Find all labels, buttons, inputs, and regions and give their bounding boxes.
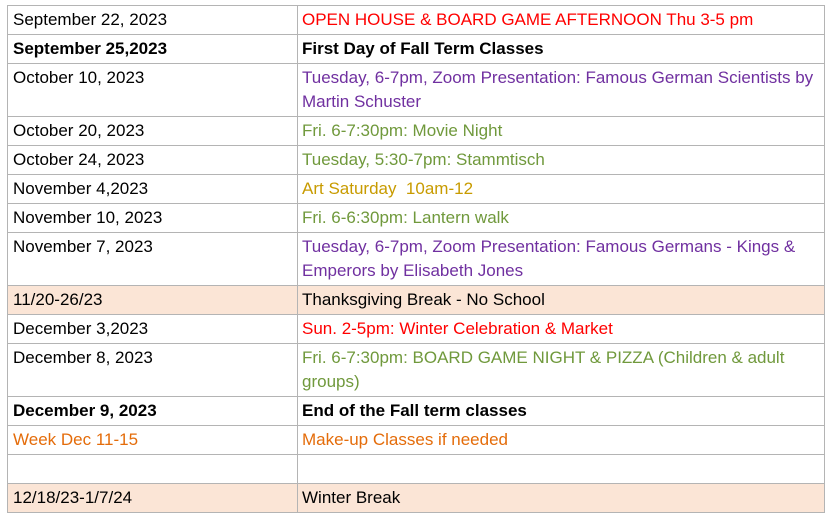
event-cell: Tuesday, 6-7pm, Zoom Presentation: Famous German Scientists by Martin Schuster xyxy=(298,64,825,117)
table-row xyxy=(8,175,825,204)
date-cell: December 3,2023 xyxy=(8,315,298,344)
event-cell: Fri. 6-7:30pm: BOARD GAME NIGHT & PIZZA (Children & adult groups) xyxy=(298,344,825,397)
table-row xyxy=(8,397,825,426)
table-row xyxy=(8,315,825,344)
date-cell xyxy=(8,455,298,484)
date-cell: October 24, 2023 xyxy=(8,146,298,175)
event-cell: First Day of Fall Term Classes xyxy=(298,35,825,64)
event-cell: Tuesday, 5:30-7pm: Stammtisch xyxy=(298,146,825,175)
date-cell: 12/18/23-1/7/24 xyxy=(8,484,298,513)
table-row xyxy=(8,344,825,397)
table-row xyxy=(8,455,825,484)
table-row xyxy=(8,146,825,175)
table-row xyxy=(8,426,825,455)
event-cell: Winter Break xyxy=(298,484,825,513)
table-row xyxy=(8,64,825,117)
event-cell: Art Saturday 10am-12 xyxy=(298,175,825,204)
table-row xyxy=(8,35,825,64)
date-cell: November 4,2023 xyxy=(8,175,298,204)
event-cell: Fri. 6-6:30pm: Lantern walk xyxy=(298,204,825,233)
event-cell: Make-up Classes if needed xyxy=(298,426,825,455)
event-cell: OPEN HOUSE & BOARD GAME AFTERNOON Thu 3-5 pm xyxy=(298,6,825,35)
table-row xyxy=(8,484,825,513)
event-cell xyxy=(298,455,825,484)
date-cell: October 20, 2023 xyxy=(8,117,298,146)
date-cell: November 10, 2023 xyxy=(8,204,298,233)
event-cell: Thanksgiving Break - No School xyxy=(298,286,825,315)
date-cell: Week Dec 11-15 xyxy=(8,426,298,455)
date-cell: December 9, 2023 xyxy=(8,397,298,426)
date-cell: December 8, 2023 xyxy=(8,344,298,397)
event-cell: Sun. 2-5pm: Winter Celebration & Market xyxy=(298,315,825,344)
event-cell: End of the Fall term classes xyxy=(298,397,825,426)
table-row xyxy=(8,6,825,35)
date-cell: 11/20-26/23 xyxy=(8,286,298,315)
date-cell: November 7, 2023 xyxy=(8,233,298,286)
date-cell: October 10, 2023 xyxy=(8,64,298,117)
event-cell: Tuesday, 6-7pm, Zoom Presentation: Famous Germans - Kings & Emperors by Elisabeth Jones xyxy=(298,233,825,286)
table-row xyxy=(8,286,825,315)
date-cell: September 25,2023 xyxy=(8,35,298,64)
date-cell: September 22, 2023 xyxy=(8,6,298,35)
table-row xyxy=(8,233,825,286)
event-cell: Fri. 6-7:30pm: Movie Night xyxy=(298,117,825,146)
schedule-table xyxy=(7,5,825,513)
table-row xyxy=(8,204,825,233)
table-row xyxy=(8,117,825,146)
